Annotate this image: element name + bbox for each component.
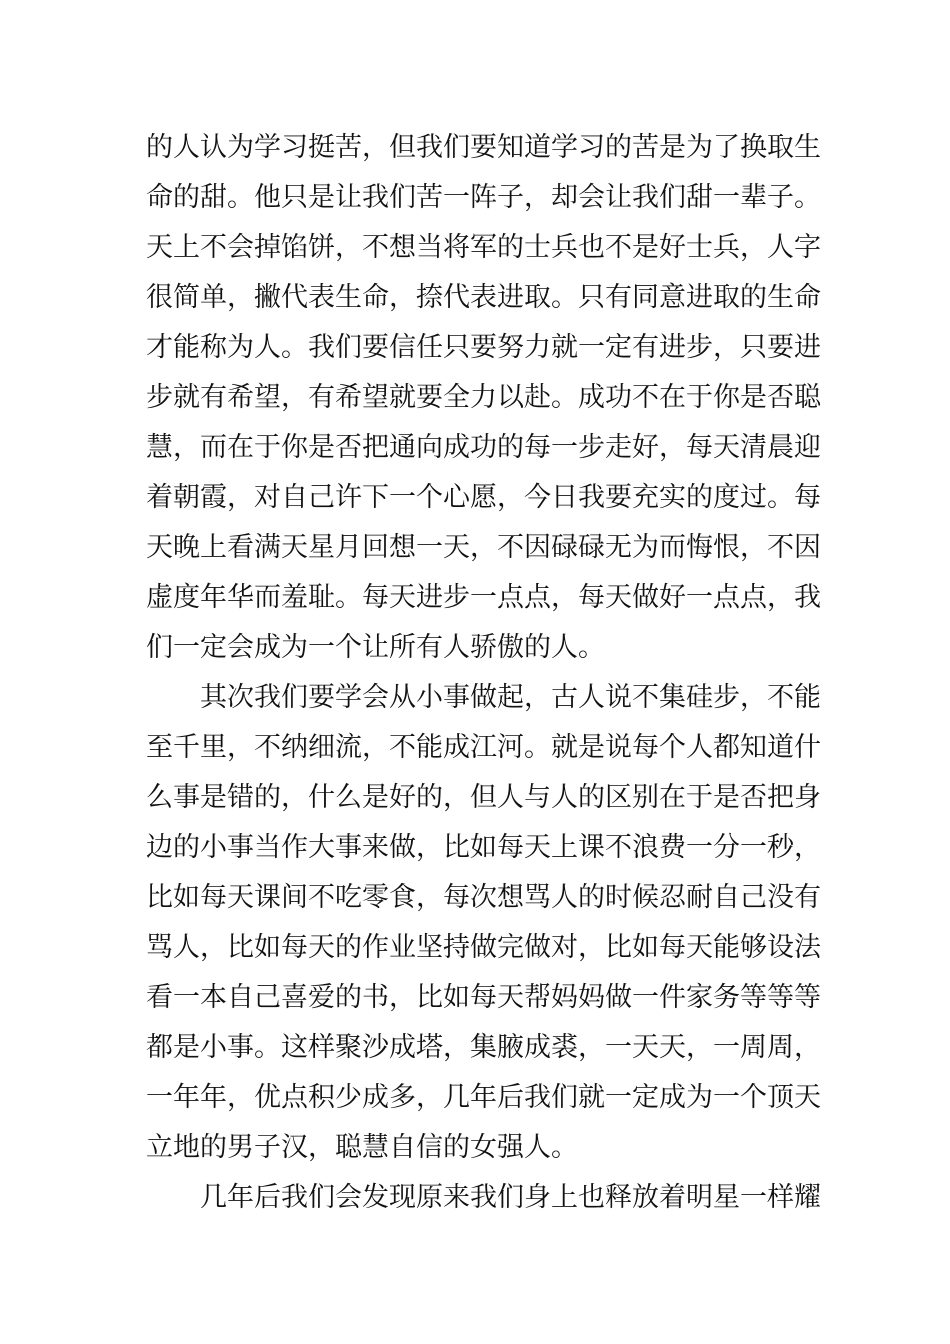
text-line: 很简单，撇代表生命，捺代表进取。只有同意进取的生命 <box>146 282 821 313</box>
paragraph-2 <box>146 673 826 1173</box>
text-line: 天上不会掉馅饼，不想当将军的士兵也不是好士兵，人字 <box>146 232 821 263</box>
paragraph-1 <box>146 123 826 673</box>
text-line: 虚度年华而羞耻。每天进步一点点，每天做好一点点，我 <box>146 582 821 613</box>
text-line: 命的甜。他只是让我们苦一阵子，却会让我们甜一辈子。 <box>146 182 821 213</box>
text-line: 天晚上看满天星月回想一天，不因碌碌无为而悔恨，不因 <box>146 532 821 563</box>
text-line: 立地的男子汉，聪慧自信的女强人。 <box>146 1132 578 1163</box>
text-line-indented: 其次我们要学会从小事做起，古人说不集硅步，不能 <box>200 682 821 713</box>
text-line: 的人认为学习挺苦，但我们要知道学习的苦是为了换取生 <box>146 132 821 163</box>
text-line: 都是小事。这样聚沙成塔，集腋成裘，一天天，一周周， <box>146 1032 821 1063</box>
text-line: 至千里，不纳细流，不能成江河。就是说每个人都知道什 <box>146 732 821 763</box>
text-line: 着朝霞，对自己许下一个心愿，今日我要充实的度过。每 <box>146 482 821 513</box>
text-line: 才能称为人。我们要信任只要努力就一定有进步，只要进 <box>146 332 821 363</box>
text-line: 步就有希望，有希望就要全力以赴。成功不在于你是否聪 <box>146 382 821 413</box>
text-line: 骂人，比如每天的作业坚持做完做对，比如每天能够设法 <box>146 932 821 963</box>
body-text <box>146 123 826 1223</box>
text-line: 边的小事当作大事来做，比如每天上课不浪费一分一秒， <box>146 832 821 863</box>
text-line: 一年年，优点积少成多，几年后我们就一定成为一个顶天 <box>146 1082 821 1113</box>
text-line-indented: 几年后我们会发现原来我们身上也释放着明星一样耀 <box>200 1182 821 1213</box>
text-line: 慧，而在于你是否把通向成功的每一步走好，每天清晨迎 <box>146 432 821 463</box>
text-line: 看一本自己喜爱的书，比如每天帮妈妈做一件家务等等等 <box>146 982 821 1013</box>
text-line: 们一定会成为一个让所有人骄傲的人。 <box>146 632 605 663</box>
paragraph-3 <box>146 1173 826 1223</box>
text-line: 么事是错的，什么是好的，但人与人的区别在于是否把身 <box>146 782 821 813</box>
text-line: 比如每天课间不吃零食，每次想骂人的时候忍耐自己没有 <box>146 882 821 913</box>
